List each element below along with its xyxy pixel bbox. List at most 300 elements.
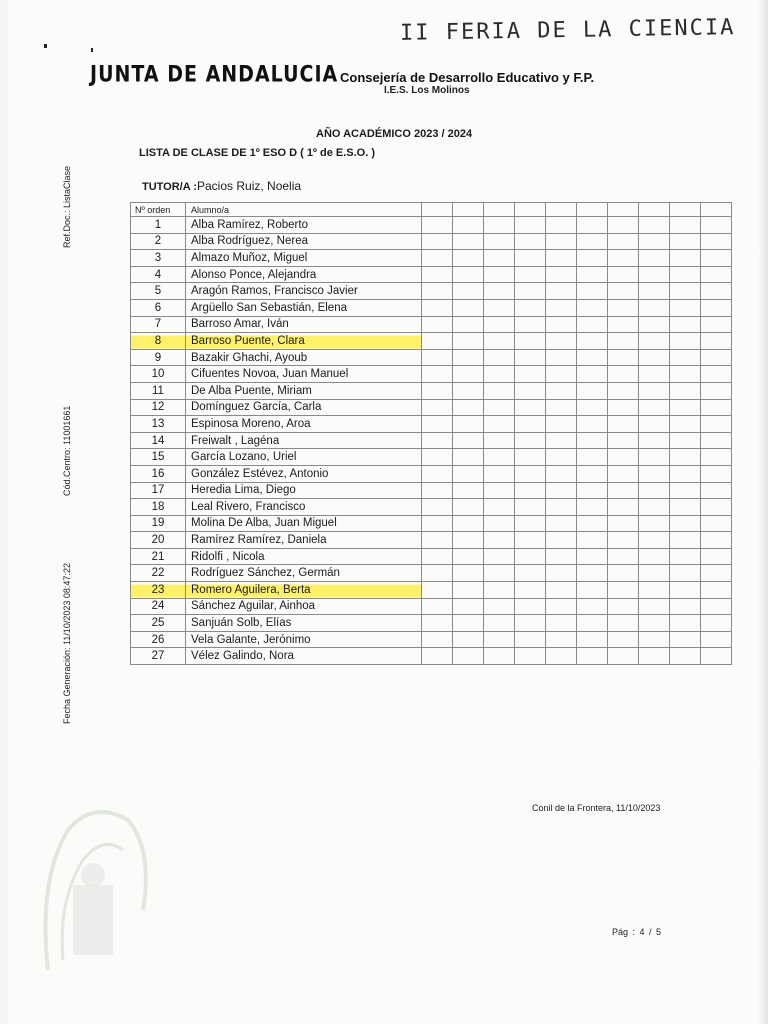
table-row — [131, 499, 732, 516]
student-name: Molina De Alba, Juan Miguel — [186, 515, 422, 532]
row-number: 4 — [131, 266, 186, 283]
empty-grid-cell — [577, 366, 608, 383]
table-row — [131, 449, 732, 466]
empty-grid-cell — [484, 217, 515, 234]
empty-grid-cell — [546, 631, 577, 648]
empty-grid-cell — [577, 499, 608, 516]
handwritten-note: II FERIA DE LA CIENCIA — [399, 15, 736, 46]
empty-grid-cell — [608, 266, 639, 283]
empty-grid-cell — [670, 532, 701, 549]
empty-grid-cell — [453, 333, 484, 350]
ref-doc-label: Ref.Doc.: ListaClase — [62, 165, 72, 248]
empty-grid-cell — [701, 283, 732, 300]
empty-grid-cell — [701, 548, 732, 565]
empty-grid-cell — [453, 366, 484, 383]
empty-grid-cell — [701, 233, 732, 250]
empty-grid-cell — [639, 631, 670, 648]
empty-grid-cell — [484, 582, 515, 599]
student-name: Alonso Ponce, Alejandra — [186, 266, 422, 283]
empty-grid-cell — [484, 648, 515, 665]
empty-grid-cell — [639, 250, 670, 267]
empty-grid-cell — [484, 482, 515, 499]
empty-grid-cell — [515, 532, 546, 549]
empty-grid-cell — [670, 299, 701, 316]
empty-grid-cell — [546, 432, 577, 449]
empty-grid-cell — [670, 233, 701, 250]
row-number: 1 — [131, 217, 186, 234]
empty-grid-cell — [608, 631, 639, 648]
empty-grid-cell — [577, 432, 608, 449]
empty-grid-cell — [608, 283, 639, 300]
class-roster-table — [130, 202, 732, 665]
table-row — [131, 615, 732, 632]
empty-grid-cell — [546, 615, 577, 632]
empty-grid-cell — [484, 598, 515, 615]
empty-grid-cell — [577, 465, 608, 482]
empty-grid-cell — [422, 399, 453, 416]
scan-speck — [44, 44, 47, 48]
empty-grid-cell — [670, 465, 701, 482]
empty-grid-cell — [701, 299, 732, 316]
empty-grid-cell — [484, 333, 515, 350]
empty-grid-cell — [639, 283, 670, 300]
empty-grid-cell — [422, 449, 453, 466]
empty-grid-cell — [515, 482, 546, 499]
empty-grid-cell — [422, 316, 453, 333]
empty-grid-cell — [670, 217, 701, 234]
table-row — [131, 333, 732, 350]
row-number: 7 — [131, 316, 186, 333]
empty-grid-cell — [639, 548, 670, 565]
empty-grid-cell — [639, 333, 670, 350]
empty-grid-cell — [577, 548, 608, 565]
empty-grid-cell — [453, 548, 484, 565]
empty-grid-cell — [670, 482, 701, 499]
row-number: 8 — [131, 333, 186, 350]
student-name: Alba Rodríguez, Nerea — [186, 233, 422, 250]
empty-grid-cell — [670, 416, 701, 433]
empty-grid-cell — [546, 299, 577, 316]
empty-grid-cell — [639, 349, 670, 366]
empty-grid-cell — [608, 399, 639, 416]
empty-grid-cell — [701, 631, 732, 648]
empty-grid-cell — [453, 349, 484, 366]
empty-grid-cell — [515, 283, 546, 300]
empty-grid-cell — [515, 299, 546, 316]
empty-grid-cell — [484, 499, 515, 516]
empty-grid-cell — [546, 532, 577, 549]
empty-grid-cell — [670, 598, 701, 615]
empty-grid-cell — [546, 266, 577, 283]
table-row — [131, 217, 732, 234]
empty-grid-cell — [608, 565, 639, 582]
empty-grid-cell — [422, 465, 453, 482]
empty-grid-cell — [608, 449, 639, 466]
empty-grid-cell — [546, 349, 577, 366]
empty-grid-cell — [608, 333, 639, 350]
empty-grid-cell — [484, 316, 515, 333]
empty-grid-cell — [484, 515, 515, 532]
empty-grid-cell — [546, 465, 577, 482]
empty-grid-cell — [639, 316, 670, 333]
student-name: García Lozano, Uriel — [186, 449, 422, 466]
empty-grid-cell — [484, 283, 515, 300]
table-row — [131, 648, 732, 665]
empty-grid-cell — [701, 449, 732, 466]
empty-grid-cell — [515, 548, 546, 565]
empty-grid-cell — [608, 233, 639, 250]
empty-grid-cell — [701, 565, 732, 582]
empty-grid-cell — [515, 349, 546, 366]
empty-grid-cell — [701, 615, 732, 632]
table-row — [131, 299, 732, 316]
empty-grid-cell — [608, 515, 639, 532]
empty-grid-cell — [422, 582, 453, 599]
empty-grid-cell — [484, 548, 515, 565]
empty-grid-cell — [608, 465, 639, 482]
row-number: 13 — [131, 416, 186, 433]
empty-grid-cell — [701, 333, 732, 350]
empty-grid-cell — [701, 382, 732, 399]
empty-grid-cell — [608, 598, 639, 615]
empty-grid-cell — [484, 631, 515, 648]
empty-grid-cell — [577, 515, 608, 532]
empty-grid-cell — [670, 432, 701, 449]
empty-grid-cell — [422, 250, 453, 267]
empty-grid-cell — [453, 532, 484, 549]
place-date: Conil de la Frontera, 11/10/2023 — [532, 803, 661, 813]
page-number: Pág : 4 / 5 — [612, 927, 662, 937]
empty-grid-cell — [515, 598, 546, 615]
empty-grid-cell — [608, 416, 639, 433]
empty-grid-cell — [422, 482, 453, 499]
empty-grid-cell — [577, 615, 608, 632]
empty-grid-cell — [515, 515, 546, 532]
empty-grid-cell — [701, 499, 732, 516]
empty-grid-cell — [670, 399, 701, 416]
empty-grid-cell — [701, 432, 732, 449]
empty-grid-cell — [453, 465, 484, 482]
empty-grid-cell — [670, 333, 701, 350]
empty-grid-cell — [453, 266, 484, 283]
empty-grid-cell — [515, 582, 546, 599]
empty-grid-cell — [546, 233, 577, 250]
empty-grid-cell — [515, 499, 546, 516]
consejeria-title: Consejería de Desarrollo Educativo y F.P. — [340, 70, 595, 85]
empty-grid-cell — [422, 565, 453, 582]
empty-grid-cell — [453, 399, 484, 416]
row-number: 22 — [131, 565, 186, 582]
empty-grid-cell — [577, 382, 608, 399]
empty-grid-cell — [453, 631, 484, 648]
empty-grid-cell — [670, 631, 701, 648]
empty-grid-cell — [577, 299, 608, 316]
student-name: Cifuentes Novoa, Juan Manuel — [186, 366, 422, 383]
empty-grid-cell — [608, 499, 639, 516]
empty-grid-cell — [515, 648, 546, 665]
table-row — [131, 366, 732, 383]
empty-grid-cell — [546, 382, 577, 399]
empty-grid-cell — [515, 366, 546, 383]
empty-grid-cell — [670, 283, 701, 300]
empty-grid-cell — [639, 233, 670, 250]
empty-grid-cell — [484, 565, 515, 582]
empty-grid-cell — [701, 482, 732, 499]
empty-grid-cell — [515, 449, 546, 466]
empty-grid-cell — [639, 449, 670, 466]
empty-grid-cell — [546, 250, 577, 267]
tutor-label: TUTOR/A : — [142, 181, 197, 193]
empty-grid-cell — [484, 615, 515, 632]
empty-grid-cell — [422, 532, 453, 549]
empty-grid-cell — [577, 449, 608, 466]
empty-grid-cell — [608, 316, 639, 333]
empty-grid-cell — [639, 532, 670, 549]
student-name: Alba Ramírez, Roberto — [186, 217, 422, 234]
empty-grid-cell — [639, 648, 670, 665]
table-row — [131, 432, 732, 449]
empty-grid-cell — [515, 382, 546, 399]
empty-grid-cell — [546, 482, 577, 499]
table-row — [131, 266, 732, 283]
empty-grid-cell — [670, 615, 701, 632]
student-name: Barroso Puente, Clara — [186, 333, 422, 350]
empty-grid-cell — [577, 598, 608, 615]
empty-grid-cell — [453, 299, 484, 316]
empty-grid-cell — [422, 598, 453, 615]
empty-grid-cell — [701, 349, 732, 366]
table-row — [131, 582, 732, 599]
empty-grid-cell — [608, 548, 639, 565]
empty-grid-cell — [701, 465, 732, 482]
empty-grid-cell — [639, 615, 670, 632]
empty-grid-cell — [639, 482, 670, 499]
table-row — [131, 631, 732, 648]
empty-grid-cell — [608, 615, 639, 632]
row-number: 19 — [131, 515, 186, 532]
empty-grid-cell — [639, 432, 670, 449]
empty-grid-cell — [701, 366, 732, 383]
empty-grid-cell — [639, 399, 670, 416]
empty-grid-cell — [422, 631, 453, 648]
empty-grid-cell — [701, 598, 732, 615]
empty-grid-cell — [546, 449, 577, 466]
empty-grid-cell — [701, 316, 732, 333]
table-row — [131, 283, 732, 300]
row-number: 18 — [131, 499, 186, 516]
empty-grid-cell — [453, 382, 484, 399]
empty-grid-cell — [453, 515, 484, 532]
empty-grid-cell — [422, 416, 453, 433]
empty-grid-cell — [515, 631, 546, 648]
empty-grid-cell — [515, 465, 546, 482]
student-name: Rodríguez Sánchez, Germán — [186, 565, 422, 582]
table-header-row — [131, 203, 732, 217]
student-name: Ramírez Ramírez, Daniela — [186, 532, 422, 549]
empty-grid-cell — [546, 217, 577, 234]
student-name: González Estévez, Antonio — [186, 465, 422, 482]
empty-grid-cell — [639, 217, 670, 234]
empty-grid-cell — [484, 432, 515, 449]
empty-grid-cell — [453, 648, 484, 665]
empty-grid-cell — [515, 615, 546, 632]
row-number: 3 — [131, 250, 186, 267]
empty-grid-cell — [453, 482, 484, 499]
row-number: 27 — [131, 648, 186, 665]
empty-grid-cell — [670, 382, 701, 399]
empty-grid-cell — [701, 250, 732, 267]
empty-grid-cell — [484, 366, 515, 383]
row-number: 12 — [131, 399, 186, 416]
empty-grid-cell — [422, 349, 453, 366]
empty-grid-cell — [608, 582, 639, 599]
empty-grid-cell — [453, 499, 484, 516]
empty-grid-cell — [577, 349, 608, 366]
empty-grid-cell — [453, 250, 484, 267]
empty-grid-cell — [484, 465, 515, 482]
empty-grid-cell — [639, 416, 670, 433]
empty-grid-cell — [422, 333, 453, 350]
empty-grid-cell — [453, 217, 484, 234]
empty-grid-cell — [670, 499, 701, 516]
empty-grid-cell — [453, 582, 484, 599]
scan-speck — [91, 48, 93, 52]
row-number: 25 — [131, 615, 186, 632]
empty-grid-cell — [546, 316, 577, 333]
document-page — [8, 0, 760, 1024]
empty-grid-cell — [484, 233, 515, 250]
empty-grid-cell — [422, 548, 453, 565]
empty-grid-cell — [515, 233, 546, 250]
empty-grid-cell — [453, 283, 484, 300]
row-number: 24 — [131, 598, 186, 615]
empty-grid-cell — [701, 416, 732, 433]
empty-grid-cell — [453, 316, 484, 333]
empty-grid-cell — [577, 333, 608, 350]
table-row — [131, 532, 732, 549]
tutor-line — [142, 179, 301, 193]
empty-grid-cell — [484, 382, 515, 399]
empty-grid-cell — [422, 615, 453, 632]
empty-grid-cell — [546, 499, 577, 516]
empty-grid-cell — [422, 515, 453, 532]
cod-centro-label: Cód.Centro: 11001661 — [62, 405, 72, 496]
fecha-generacion-label: Fecha Generación: 11/10/2023 08:47:22 — [62, 563, 72, 724]
empty-grid-cell — [577, 565, 608, 582]
empty-grid-cell — [453, 449, 484, 466]
empty-grid-cell — [422, 283, 453, 300]
table-row — [131, 465, 732, 482]
row-number: 26 — [131, 631, 186, 648]
table-row — [131, 548, 732, 565]
empty-grid-cell — [546, 399, 577, 416]
empty-grid-cell — [546, 333, 577, 350]
table-row — [131, 482, 732, 499]
empty-grid-cell — [608, 432, 639, 449]
empty-grid-cell — [515, 565, 546, 582]
empty-grid-cell — [670, 449, 701, 466]
empty-grid-cell — [608, 382, 639, 399]
empty-grid-cell — [546, 366, 577, 383]
empty-grid-cell — [639, 299, 670, 316]
table-row — [131, 382, 732, 399]
empty-grid-cell — [701, 582, 732, 599]
header-name: Alumno/a — [186, 203, 422, 217]
empty-grid-cell — [546, 582, 577, 599]
empty-grid-cell — [701, 399, 732, 416]
empty-grid-cell — [670, 565, 701, 582]
empty-grid-cell — [639, 366, 670, 383]
table-row — [131, 349, 732, 366]
empty-grid-cell — [701, 648, 732, 665]
empty-grid-cell — [515, 266, 546, 283]
empty-grid-cell — [608, 366, 639, 383]
empty-grid-cell — [422, 432, 453, 449]
student-name: Sánchez Aguilar, Ainhoa — [186, 598, 422, 615]
junta-logo-text: JUNTA DE ANDALUCIA — [90, 62, 339, 88]
page-edge-shadow — [758, 0, 768, 1024]
empty-grid-cell — [577, 233, 608, 250]
empty-grid-cell — [546, 515, 577, 532]
empty-grid-cell — [639, 465, 670, 482]
empty-grid-cell — [670, 266, 701, 283]
empty-grid-cell — [701, 266, 732, 283]
empty-grid-cell — [422, 266, 453, 283]
empty-grid-cell — [546, 416, 577, 433]
andalucia-seal-watermark — [28, 790, 158, 980]
empty-grid-cell — [577, 532, 608, 549]
empty-grid-cell — [515, 217, 546, 234]
empty-grid-cell — [639, 382, 670, 399]
empty-grid-cell — [670, 316, 701, 333]
empty-grid-cell — [577, 283, 608, 300]
school-name: I.E.S. Los Molinos — [384, 85, 470, 96]
empty-grid-cell — [608, 482, 639, 499]
empty-grid-cell — [484, 532, 515, 549]
row-number: 14 — [131, 432, 186, 449]
tutor-name: Pacios Ruiz, Noelia — [197, 179, 302, 193]
row-number: 17 — [131, 482, 186, 499]
empty-grid-cell — [546, 598, 577, 615]
empty-grid-cell — [577, 631, 608, 648]
empty-grid-cell — [515, 432, 546, 449]
empty-grid-cell — [422, 217, 453, 234]
table-row — [131, 399, 732, 416]
empty-grid-cell — [484, 399, 515, 416]
empty-grid-cell — [577, 582, 608, 599]
empty-grid-cell — [577, 416, 608, 433]
row-number: 9 — [131, 349, 186, 366]
row-number: 20 — [131, 532, 186, 549]
empty-grid-cell — [422, 233, 453, 250]
empty-grid-cell — [484, 416, 515, 433]
student-name: Freiwalt , Lagéna — [186, 432, 422, 449]
empty-grid-cell — [577, 217, 608, 234]
row-number: 16 — [131, 465, 186, 482]
student-name: Espinosa Moreno, Aroa — [186, 416, 422, 433]
empty-grid-cell — [639, 515, 670, 532]
table-row — [131, 250, 732, 267]
empty-grid-cell — [701, 515, 732, 532]
empty-grid-cell — [484, 299, 515, 316]
empty-grid-cell — [484, 449, 515, 466]
class-list-title: LISTA DE CLASE DE 1º ESO D ( 1º de E.S.O. ) — [139, 147, 376, 159]
student-name: Domínguez García, Carla — [186, 399, 422, 416]
empty-grid-cell — [484, 250, 515, 267]
row-number: 2 — [131, 233, 186, 250]
student-name: Romero Aguilera, Berta — [186, 582, 422, 599]
empty-grid-cell — [701, 217, 732, 234]
